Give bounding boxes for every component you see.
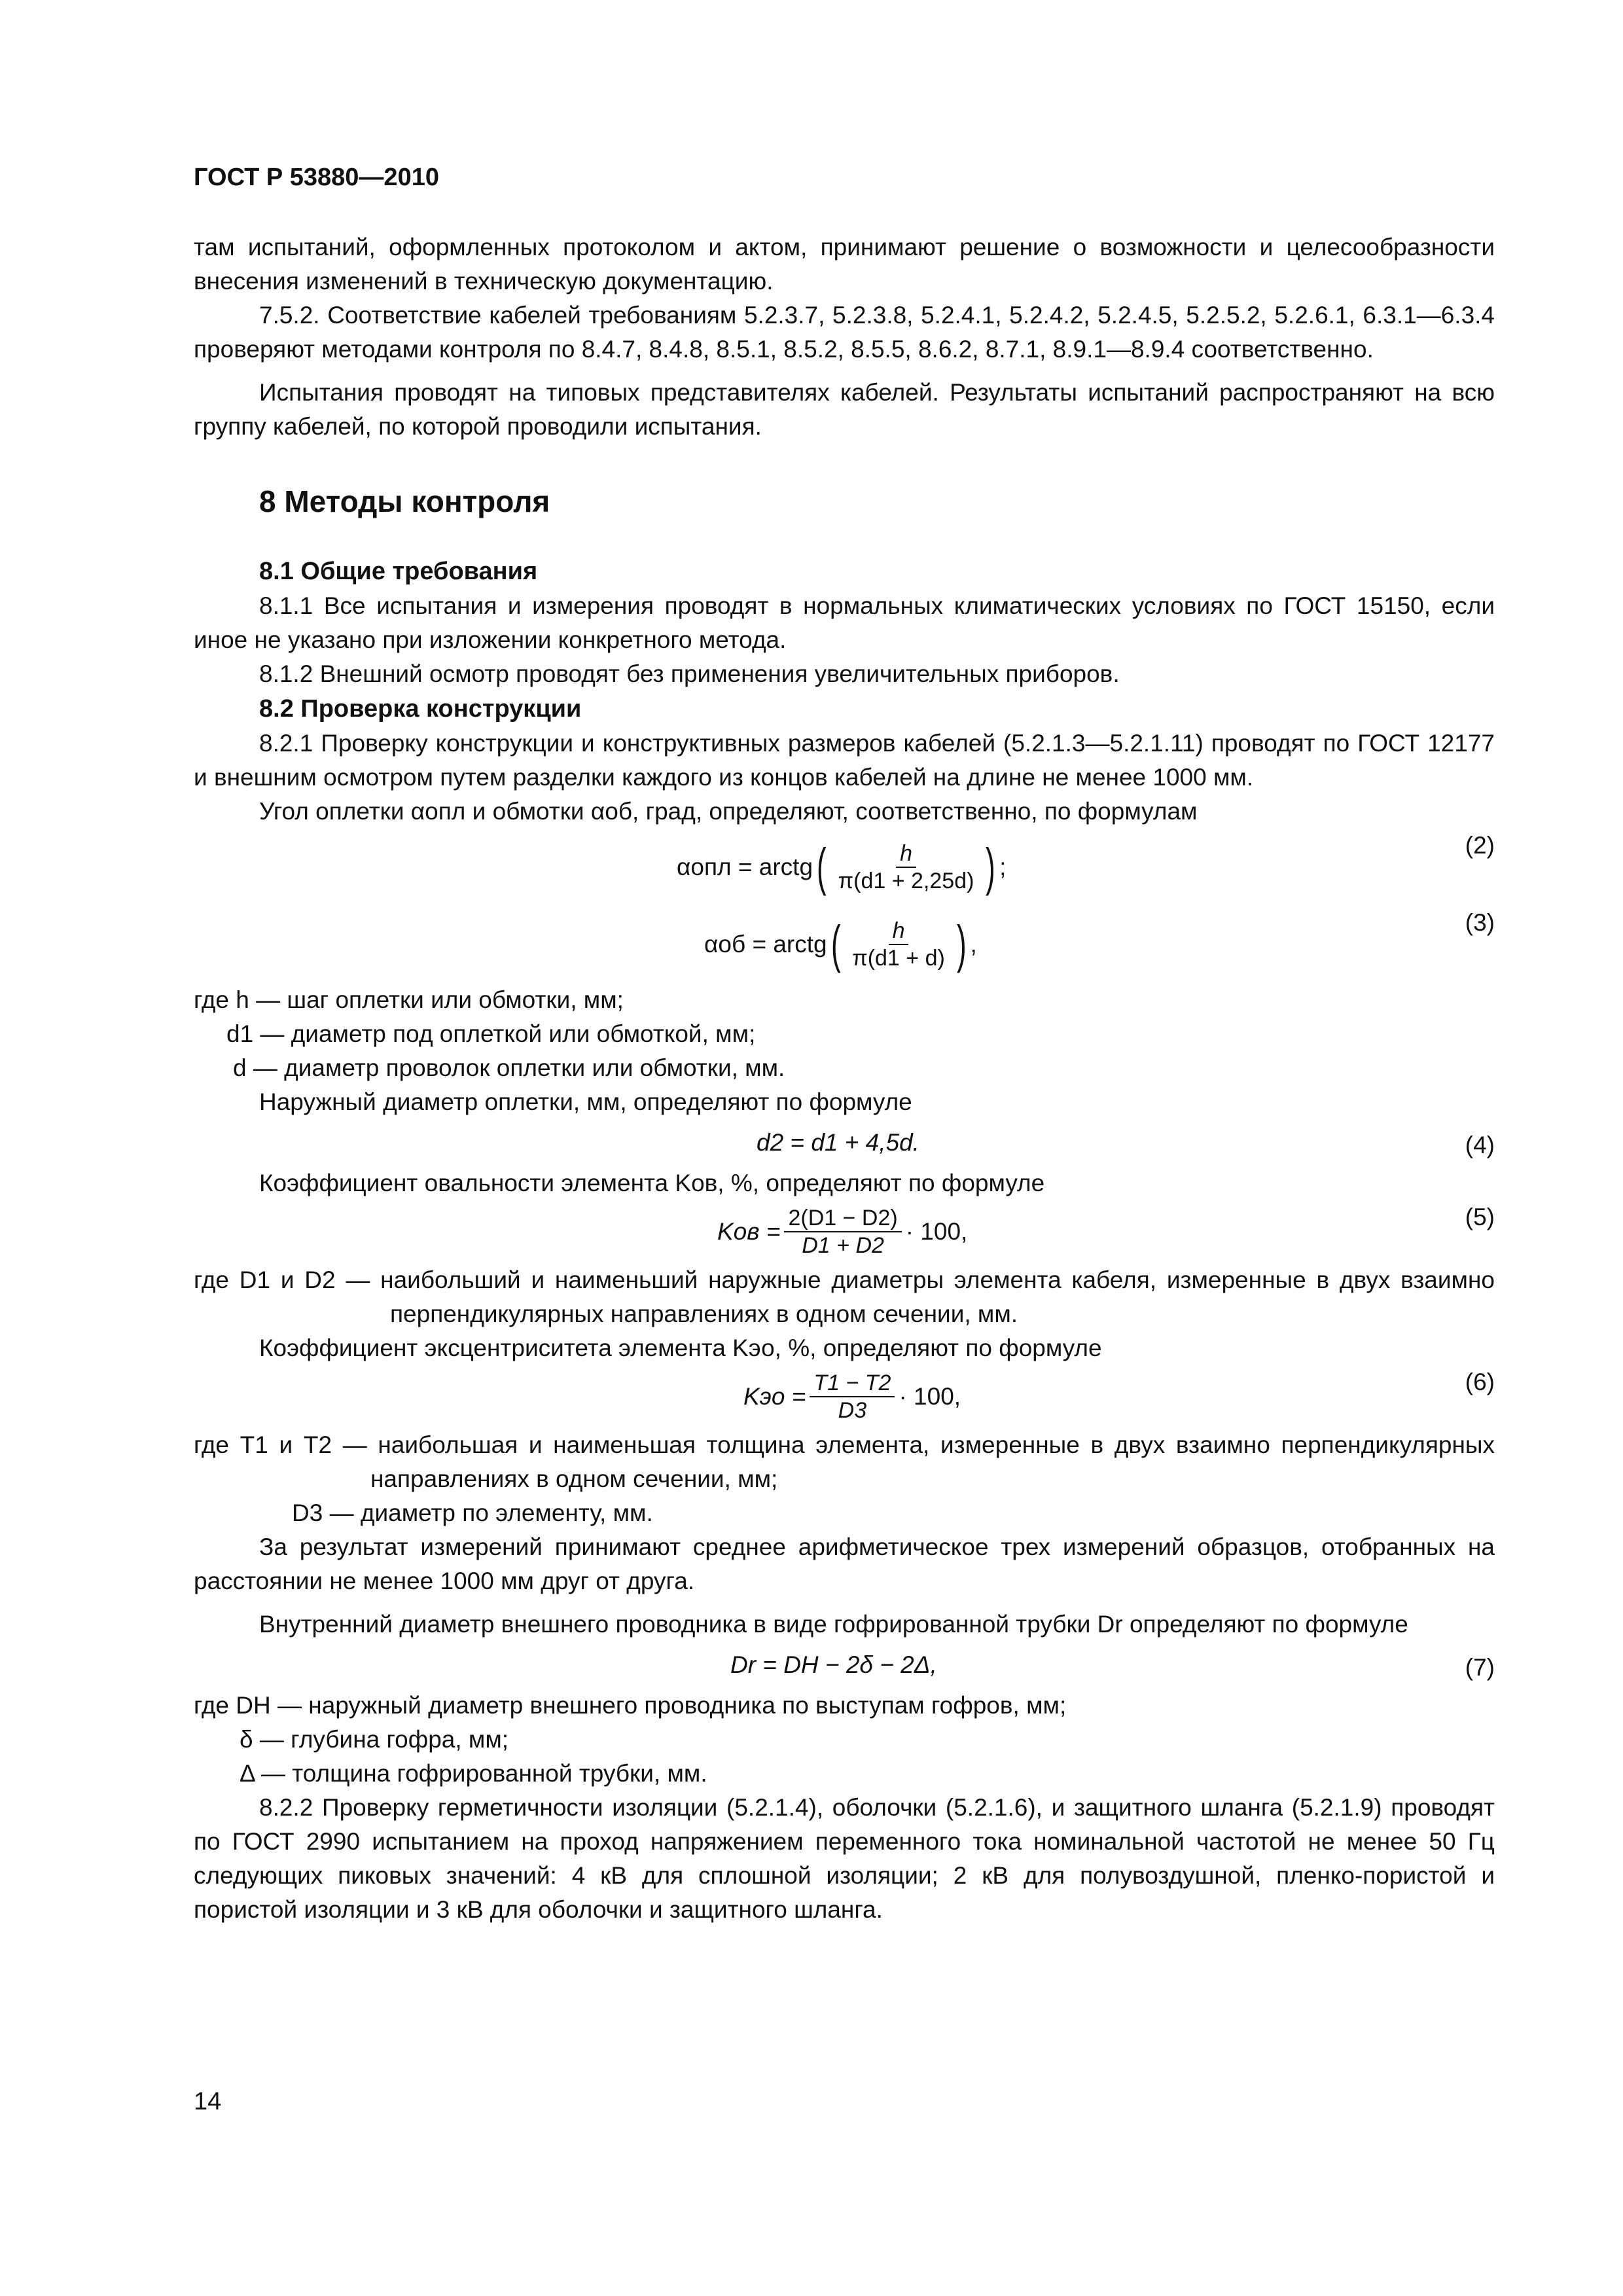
formula-7-expr: Dr = DH − 2δ − 2Δ, <box>730 1651 937 1678</box>
paragraph-outer-diameter: Наружный диаметр оплетки, мм, определяют по формуле <box>259 1088 912 1115</box>
paragraph-8-2-2: 8.2.2 Проверку герметичности изоляции (5.2.1.4), оболочки (5.2.1.6), и защитного шланга (5.2.1.9) проводят по ГОСТ 2990 испытанием на проход напряжением переменного тока номинальной частотой не менее 50 Гц следующих пиковых значений: 4 кВ для сплошной изоляции; 2 кВ для полувоздушной, пленко-пористой и пористой изоляции и 3 кВ для оболочки и защитного шланга. <box>194 1794 1495 1923</box>
formula-5-fraction <box>784 1205 901 1259</box>
formula-5-lhs: Kов = <box>717 1218 781 1245</box>
definition-dh: где DH — наружный диаметр внешнего проводника по выступам гофров, мм; <box>194 1692 1067 1719</box>
paragraph-8-1-1: 8.1.1 Все испытания и измерения проводят в нормальных климатических условиях по ГОСТ 15150, если иное не указано при изложении конкретного метода. <box>194 592 1495 653</box>
definitions-corrugated <box>194 1689 1495 1791</box>
paragraph-7-5-2: 7.5.2. Соответствие кабелей требованиям 5.2.3.7, 5.2.3.8, 5.2.4.1, 5.2.4.2, 5.2.4.5, 5.2.5.2, 5.2.6.1, 6.3.1—6.3.4 проверяют методами контроля по 8.4.7, 8.4.8, 8.5.1, 8.5.2, 8.5.5, 8.6.2, 8.7.1, 8.9.1—8.9.4 соответственно. <box>194 302 1495 363</box>
formula-6-lhs: Kэо = <box>743 1383 806 1410</box>
paragraph-8-2-1: 8.2.1 Проверку конструкции и конструктивных размеров кабелей (5.2.1.3—5.2.1.11) проводят по ГОСТ 12177 и внешним осмотром путем разделки каждого из концов кабелей на длине не менее 1000 мм. <box>194 730 1495 791</box>
formula-3-denominator: π(d1 + d) <box>852 946 945 971</box>
formula-5-tail: · 100, <box>905 1218 968 1245</box>
paragraph-ovality: Коэффициент овальности элемента Kов, %, определяют по формуле <box>259 1170 1045 1196</box>
formula-6-number: (6) <box>1465 1369 1495 1395</box>
formula-2-numerator: h <box>896 840 916 868</box>
formula-2-lhs: αопл = arctg <box>677 853 813 880</box>
formula-3-lhs: αоб = arctg <box>704 931 827 958</box>
formula-4 <box>194 1119 1495 1166</box>
formula-7 <box>194 1641 1495 1689</box>
formula-6-numerator: T1 − T2 <box>810 1370 895 1397</box>
paragraph-eccentricity: Коэффициент эксцентриситета элемента Kэо, %, определяют по формуле <box>259 1335 1102 1361</box>
formula-6-fraction <box>810 1370 895 1424</box>
formula-5-number: (5) <box>1465 1204 1495 1230</box>
paragraph-continuation: там испытаний, оформленных протоколом и актом, принимают решение о возможности и целесообразности внесения изменений в техническую документацию. <box>194 234 1495 295</box>
formula-2-denominator: π(d1 + 2,25d) <box>838 869 974 893</box>
formula-3-numerator: h <box>889 918 909 945</box>
page-content <box>194 230 1495 1927</box>
definition-delta-thickness: Δ — толщина гофрированной трубки, мм. <box>240 1760 707 1787</box>
formula-4-number: (4) <box>1465 1132 1495 1158</box>
formula-2-tail: ; <box>999 853 1007 880</box>
paragraph-8-1-2: 8.1.2 Внешний осмотр проводят без применения увеличительных приборов. <box>259 660 1120 687</box>
formula-6-tail: · 100, <box>899 1383 961 1410</box>
formula-2: αопл = arctg ( $\frac{h}{\pi(d1 + 2,25d)}$ ) ; (2) <box>194 829 1495 906</box>
formula-4-expr: d2 = d1 + 4,5d. <box>757 1129 919 1156</box>
definitions-braid <box>194 983 1495 1085</box>
paragraph-inner-diameter: Внутренний диаметр внешнего проводника в виде гофрированной трубки Dr определяют по формуле <box>259 1611 1408 1638</box>
formula-2-fraction <box>834 840 978 894</box>
formula-5-denominator: D1 + D2 <box>802 1233 884 1258</box>
definition-t1-t2: где T1 и T2 — наибольшая и наименьшая толщина элемента, измеренные в двух взаимно перпендикулярных направлениях в одном сечении, мм; <box>194 1431 1495 1492</box>
formula-7-number: (7) <box>1465 1654 1495 1681</box>
formula-3-fraction <box>848 918 949 971</box>
definition-d1-d2: где D1 и D2 — наибольший и наименьший наружные диаметры элемента кабеля, измеренные в двух взаимно перпендикулярных направлениях в одном сечении, мм. <box>194 1266 1495 1327</box>
definition-h: где h — шаг оплетки или обмотки, мм; <box>194 986 624 1013</box>
formula-2-number: (2) <box>1465 832 1495 859</box>
paragraph-result: За результат измерений принимают среднее арифметическое трех измерений образцов, отобранных на расстоянии не менее 1000 мм друг от друга. <box>194 1534 1495 1594</box>
formula-5 <box>194 1200 1495 1263</box>
subsection-heading-8-1: 8.1 Общие требования <box>259 558 538 585</box>
formula-3-tail: , <box>970 931 977 958</box>
page-number: 14 <box>194 2088 222 2115</box>
definition-d1: d1 — диаметр под оплеткой или обмоткой, мм; <box>226 1020 756 1047</box>
definition-d: d — диаметр проволок оплетки или обмотки, мм. <box>233 1054 785 1081</box>
formula-3: αоб = arctg ( $\frac{h}{\pi(d1 + d)}$ ) , (3) <box>194 906 1495 983</box>
formula-3-number: (3) <box>1465 909 1495 936</box>
page-header: ГОСТ Р 53880—2010 <box>194 164 439 191</box>
paragraph-angle-intro: Угол оплетки αопл и обмотки αоб, град, определяют, соответственно, по формулам <box>259 798 1198 825</box>
subsection-heading-8-2: 8.2 Проверка конструкции <box>259 695 582 723</box>
definition-d3: D3 — диаметр по элементу, мм. <box>292 1499 653 1526</box>
formula-5-numerator: 2(D1 − D2) <box>784 1205 901 1232</box>
formula-6 <box>194 1365 1495 1428</box>
formula-6-denominator: D3 <box>838 1398 867 1423</box>
definition-delta-depth: δ — глубина гофра, мм; <box>240 1726 509 1753</box>
paragraph-tests: Испытания проводят на типовых представителях кабелей. Результаты испытаний распространяют на всю группу кабелей, по которой проводили испытания. <box>194 379 1495 440</box>
section-heading-8: 8 Методы контроля <box>259 484 550 518</box>
